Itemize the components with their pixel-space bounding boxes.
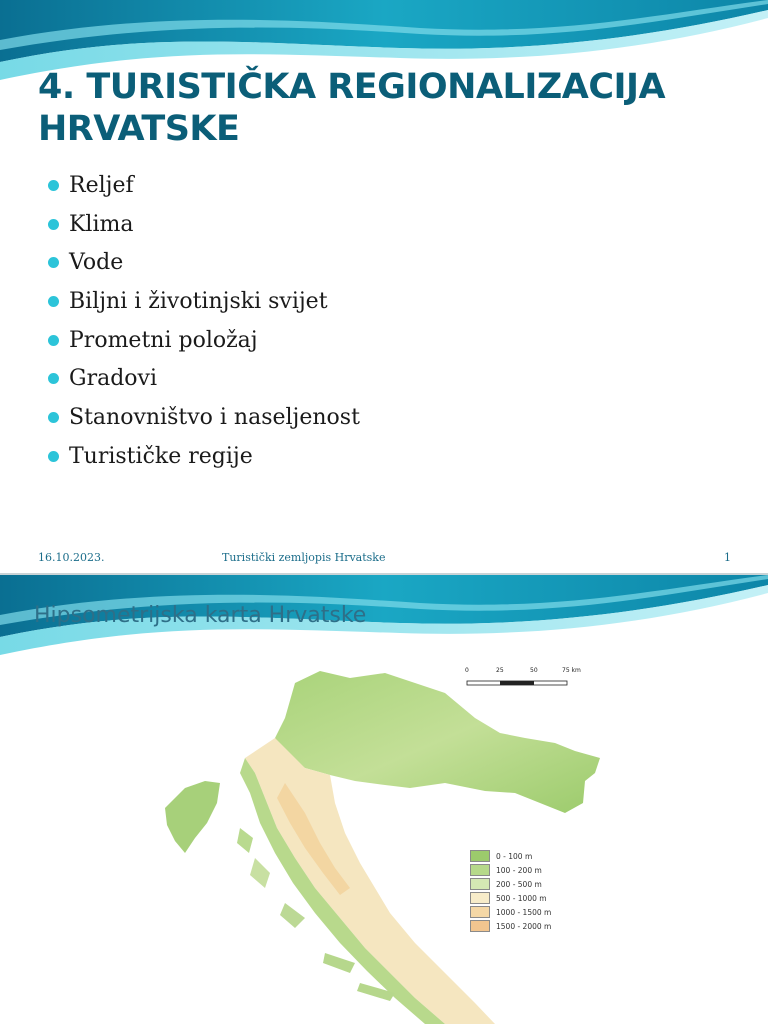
bullet-item xyxy=(48,282,360,321)
footer-page-number: 1 xyxy=(724,551,731,564)
scale-label: 0 xyxy=(465,667,469,674)
legend-item xyxy=(470,905,551,919)
legend-swatch xyxy=(470,892,490,904)
bullet-dot-icon xyxy=(48,451,59,462)
hypsometric-map xyxy=(145,663,605,1024)
bullet-dot-icon xyxy=(48,335,59,346)
bullet-text: Gradovi xyxy=(69,366,157,392)
scale-label: 25 xyxy=(496,667,504,674)
bullet-text: Biljni i životinjski svijet xyxy=(69,288,328,314)
bullet-item xyxy=(48,359,360,398)
legend-label: 1500 - 2000 m xyxy=(496,921,552,931)
legend-label: 500 - 1000 m xyxy=(496,893,547,903)
map-scale-bar xyxy=(465,667,581,693)
bullet-item xyxy=(48,205,360,244)
footer-date: 16.10.2023. xyxy=(38,551,105,564)
slide-2 xyxy=(0,575,768,1024)
bullet-text: Turističke regije xyxy=(69,443,253,469)
bullet-item xyxy=(48,437,360,476)
bullet-dot-icon xyxy=(48,412,59,423)
legend-item xyxy=(470,877,551,891)
legend-item xyxy=(470,863,551,877)
legend-swatch xyxy=(470,906,490,918)
bullet-text: Stanovništvo i naseljenost xyxy=(69,404,360,430)
slide-title: Hipsometrijska karta Hrvatske xyxy=(34,603,367,628)
bullet-item xyxy=(48,398,360,437)
bullet-text: Vode xyxy=(69,250,124,276)
legend-label: 0 - 100 m xyxy=(496,851,533,861)
footer-title: Turistički zemljopis Hrvatske xyxy=(222,551,386,564)
bullet-item xyxy=(48,166,360,205)
legend-swatch xyxy=(470,920,490,932)
scale-label: 75 km xyxy=(562,667,581,674)
bullet-text: Klima xyxy=(69,211,134,237)
map-legend xyxy=(470,849,551,933)
legend-item xyxy=(470,849,551,863)
bullet-item xyxy=(48,243,360,282)
scale-bar-graphic xyxy=(467,678,577,688)
bullet-text: Reljef xyxy=(69,172,134,198)
legend-swatch xyxy=(470,850,490,862)
bullet-dot-icon xyxy=(48,373,59,384)
legend-item xyxy=(470,891,551,905)
legend-item xyxy=(470,919,551,933)
croatia-map-image xyxy=(145,663,605,1024)
legend-swatch xyxy=(470,878,490,890)
legend-label: 200 - 500 m xyxy=(496,879,542,889)
bullet-dot-icon xyxy=(48,180,59,191)
legend-label: 100 - 200 m xyxy=(496,865,542,875)
bullet-dot-icon xyxy=(48,257,59,268)
legend-label: 1000 - 1500 m xyxy=(496,907,552,917)
bullet-list xyxy=(48,166,360,476)
bullet-dot-icon xyxy=(48,296,59,307)
bullet-dot-icon xyxy=(48,219,59,230)
bullet-item xyxy=(48,321,360,360)
scale-label: 50 xyxy=(530,667,538,674)
legend-swatch xyxy=(470,864,490,876)
bullet-text: Prometni položaj xyxy=(69,327,258,353)
slide-title: 4. TURISTIČKA REGIONALIZACIJA HRVATSKE xyxy=(38,67,666,149)
